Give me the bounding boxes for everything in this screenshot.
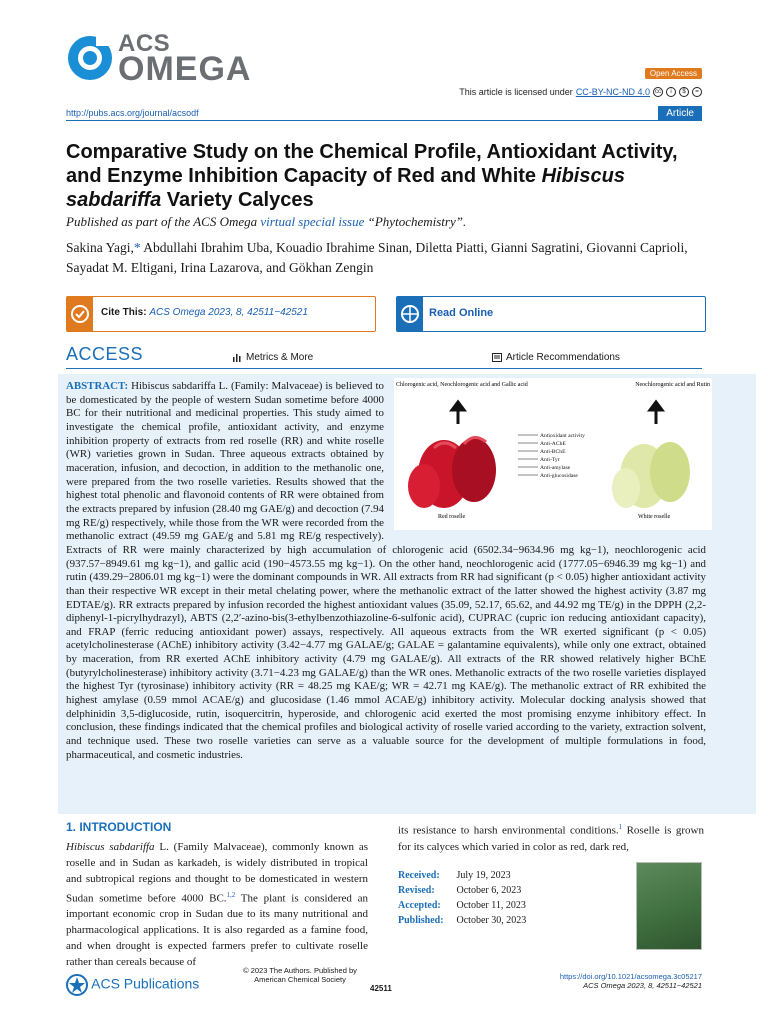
acs-publications-logo — [66, 974, 199, 996]
intro-text: L. (Family Malvaceae), commonly known as roselle and in Sudan as karkadeh, is widely distributed in tropical and subtropical regions and thought to be domesticated in western Sudan sometime before 4000 BC. — [66, 841, 368, 905]
up-arrow-icon — [650, 402, 662, 424]
logo-acs-text: ACS — [118, 30, 171, 57]
date-key: Accepted: — [398, 900, 441, 911]
special-issue-note — [66, 214, 706, 230]
section-heading: 1. INTRODUCTION — [66, 820, 172, 834]
doi-block — [560, 972, 702, 990]
date-value: July 19, 2023 — [456, 870, 511, 881]
title-end: Variety Calyces — [161, 189, 314, 211]
white-roselle-image — [612, 442, 690, 508]
open-access-badge: Open Access — [645, 68, 702, 79]
omega-logo-icon — [66, 28, 116, 86]
red-roselle-image — [408, 437, 496, 508]
document-icon — [492, 353, 502, 362]
metrics-label: Metrics & More — [246, 352, 314, 363]
publisher-name: ACS Publications — [91, 975, 200, 992]
intro-text: The plant is considered an important economic crop in Sudan due to its many nutritional and pharmacological applications. It is also regarded as a famine food, and when drought is expected farmers prefer to cultivate roselle rather than cereals because of — [66, 892, 368, 968]
check-icon — [67, 297, 93, 331]
up-arrow-icon — [452, 402, 464, 424]
cite-this-box[interactable] — [66, 296, 376, 332]
by-icon: i — [666, 87, 676, 97]
date-key: Published: — [398, 915, 444, 926]
subtitle-post: “Phytochemistry”. — [364, 214, 467, 229]
abstract — [66, 380, 710, 762]
toc-activity: Anti-Tyr — [540, 457, 560, 463]
recommendations-label: Article Recommendations — [506, 352, 620, 363]
date-row — [398, 868, 526, 883]
footer-citation: ACS Omega 2023, 8, 42511−42521 — [583, 981, 702, 990]
cite-label: Cite This: — [101, 307, 150, 318]
toc-activity: Antioxidant activity — [540, 433, 585, 439]
title-italic: Hibiscus sabdariffa — [66, 165, 625, 211]
intro-text: Roselle is grown for its calyces which varied in color as red, dark red, — [398, 824, 704, 853]
first-author[interactable]: Sakina Yagi, — [66, 240, 134, 255]
abstract-label: ABSTRACT: — [66, 380, 129, 392]
virtual-issue-link[interactable]: virtual special issue — [260, 214, 365, 229]
date-row — [398, 913, 526, 928]
acs-star-icon — [66, 974, 88, 996]
corresponding-author-mark[interactable]: * — [133, 240, 141, 255]
article-type-tag: Article — [658, 106, 702, 121]
license-link[interactable]: CC-BY-NC-ND 4.0 — [575, 87, 650, 97]
intro-right-column — [398, 820, 704, 855]
header-divider — [66, 120, 702, 121]
cite-link[interactable]: ACS Omega 2023, 8, 42511−42521 — [149, 307, 308, 318]
article-dates — [398, 868, 526, 928]
abstract-text: Hibiscus sabdariffa L. (Family: Malvaceae) is believed to be domesticated by the people of western Sudan sometime before 4000 BC for their nutritional and medicinal properties. This study aimed to investigate the chemical profile, antioxidant activity, and enzyme inhibition property of extracts from red roselle (RR) and white roselle (WR) varieties grown in Sudan. Three aqueous extracts obtained by maceration, infusion, and decoction, in addition to the methanolic one, were prepared from the two roselle varieties. Results showed that the highest total phenolic and flavonoid contents of RR were obtained from the extracts prepared by infusion (28.40 mg GAE/g) and decoction (7.94 mg RE/g) respectively, while those from the WR were recorded from the methanolic extract (49.59 mg GAE/g and 5.81 mg RE/g respectively). Extracts of RR were mainly characterized by high accumulation of chlorogenic acid (6502.34−9634.96 mg kg−1), neochlorogenic acid (937.57−8949.61 mg kg−1), and gallic acid (190−4573.55 mg kg−1). On the other hand, neochlorogenic acid (1777.05−6946.39 mg kg−1) and rutin (439.29−2806.01 mg kg−1) were the dominant compounds in WR. All extracts from RR had significant (p < 0.05) higher antioxidant activity than their respective WR except in their metal chelating power, where the methanolic extract of the latter showed the highest activity (3.87 mg EDTAE/g). RR extracts prepared by infusion recorded the highest antioxidant values (35.09, 52.17, 65.62, and 44.92 mg TE/g) in the DPPH (2,2-diphenyl-1-picrylhydrazyl), ABTS (2,2′-azino-bis(3-ethylbenzothiazoline-6-sulfonic acid), CUPRAC (cupric ion reducing antioxidant capacity), and FRAP (ferric reducing antioxidant power) assays, respectively. All aqueous extracts from the WR exerted significant (p < 0.05) acetylcholinesterase (AChE) inhibitory activity (3.42−4.77 mg GALAE/g; GALAE = galantamine equivalents), while only one extract, obtained by maceration, from RR exerted AChE inhibitory activity (4.79 mg GALAE/g). All extracts of the RR showed relatively higher BChE (butyrylcholinesterase) inhibitory activity (3.71−4.23 mg GALAE/g) than the WR ones. Methanolic extracts of the two roselle varieties displayed the highest Tyr (tyrosinase) inhibitory activity (RR = 48.25 mg KAE/g; WR = 42.71 mg KAE/g). The methanolic extract of RR exhibited the highest amylase (0.59 mmol ACAE/g) and glucosidase (1.46 mmol ACAE/g) inhibitory activity. Molecular docking analysis showed that delphinidin 3,5-diglucoside, rutin, isoquercitrin, hyperoside, and chlorogenic acid exerted the most promising enzyme inhibitory effect. In conclusion, these findings indicated that the chemical profiles and biological activity of roselle varied according to the variety, extraction solvent, and technique used. These two roselle varieties can serve as a valuable source for the development of multiple formulations in food, pharmaceutical, and cosmetic industries. — [66, 380, 706, 761]
cite-text — [101, 307, 308, 318]
read-online-label: Read Online — [429, 307, 494, 319]
access-label: ACCESS — [66, 344, 144, 364]
subtitle-pre: Published as part of the ACS Omega — [66, 214, 261, 229]
toc-activity: Anti-AChE — [540, 441, 566, 447]
date-row — [398, 883, 526, 898]
nc-icon: $ — [679, 87, 689, 97]
date-value: October 6, 2023 — [456, 885, 522, 896]
date-row — [398, 898, 526, 913]
metrics-link[interactable] — [232, 352, 313, 363]
citation-ref[interactable]: 1 — [618, 823, 623, 831]
cc-icon: cc — [655, 89, 661, 95]
date-key: Received: — [398, 870, 440, 881]
date-key: Revised: — [398, 885, 435, 896]
journal-url[interactable]: http://pubs.acs.org/journal/acsodf — [66, 108, 199, 118]
recommendations-link[interactable] — [492, 352, 620, 363]
intro-left-column — [66, 840, 368, 971]
citation-ref[interactable]: 1,2 — [226, 890, 236, 899]
license-prefix: This article is licensed under — [459, 87, 573, 97]
species-name: Hibiscus sabdariffa — [66, 841, 155, 853]
title-main: Comparative Study on the Chemical Profile, Antioxidant Activity, and Enzyme Inhibition Capacity of Red and White — [66, 141, 678, 187]
logo-omega-text: OMEGA — [118, 50, 252, 88]
nd-icon: = — [692, 87, 702, 97]
bar-chart-icon — [232, 353, 242, 362]
article-title — [66, 140, 706, 212]
journal-cover-thumbnail[interactable] — [636, 862, 702, 950]
red-roselle-label: Red roselle — [438, 514, 466, 520]
author-list — [66, 238, 706, 278]
toc-activity: Anti-amylase — [540, 465, 571, 471]
toc-top-right: Neochlorogenic acid and Rutin — [635, 382, 710, 388]
toc-activity: Anti-glucosidase — [540, 473, 578, 479]
doi-link[interactable]: https://doi.org/10.1021/acsomega.3c05217 — [559, 972, 702, 981]
date-value: October 11, 2023 — [456, 900, 526, 911]
journal-logo — [66, 28, 276, 88]
page-number: 42511 — [370, 984, 392, 993]
toc-graphic — [394, 378, 712, 530]
date-value: October 30, 2023 — [456, 915, 527, 926]
copyright: © 2023 The Authors. Published by American Chemical Society — [243, 966, 357, 984]
other-authors: Abdullahi Ibrahim Uba, Kouadio Ibrahime Sinan, Diletta Piatti, Gianni Sagratini, Giovanni Caprioli, Sayadat M. Eltigani, Irina Lazarova, and Gökhan Zengin — [66, 240, 688, 275]
toc-top-left: Chlorogenic acid, Neochlorogenic acid and Gallic acid — [396, 382, 528, 388]
intro-text: its resistance to harsh environmental conditions. — [398, 824, 619, 837]
license-line — [459, 87, 702, 97]
toc-activity: Anti-BChE — [540, 449, 566, 455]
globe-icon — [397, 297, 423, 331]
access-divider — [66, 368, 702, 369]
white-roselle-label: White roselle — [638, 514, 671, 520]
read-online-box[interactable] — [396, 296, 706, 332]
